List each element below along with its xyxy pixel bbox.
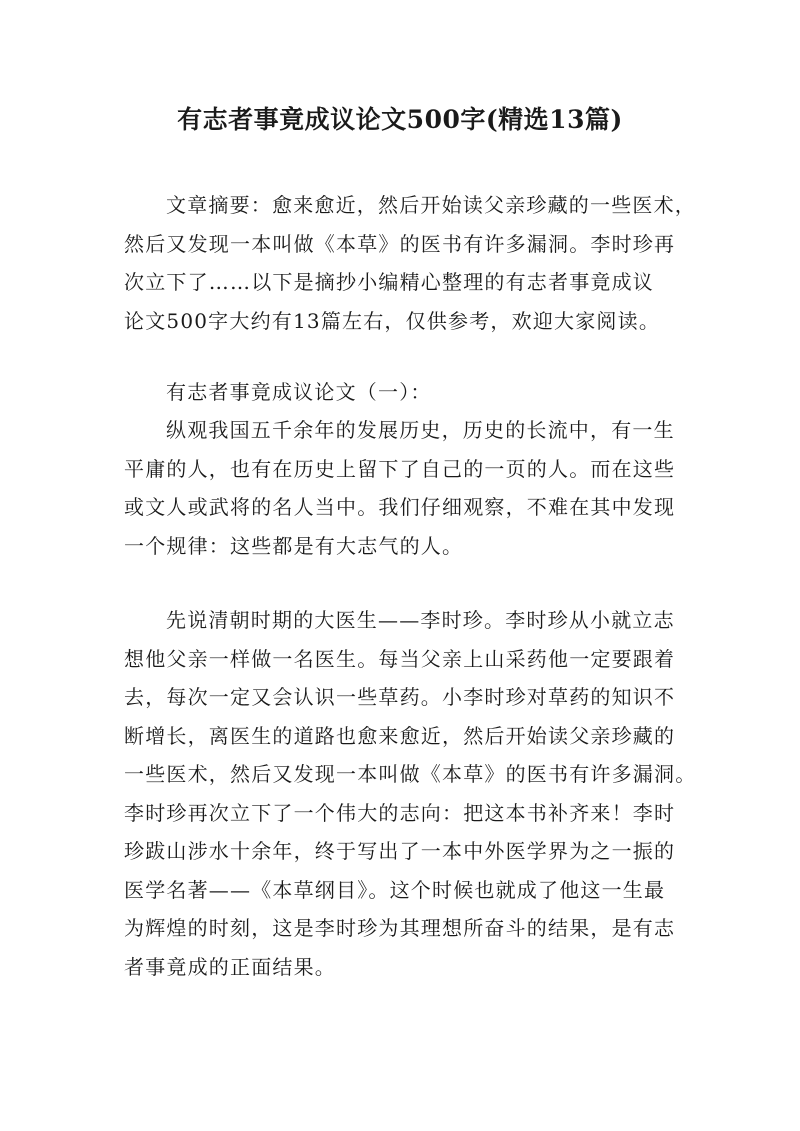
section-heading-block [124,373,680,412]
paragraph-line: 医学名著——《本草纲目》。这个时候也就成了他这一生最 [124,877,666,902]
paragraph-line: 断增长，离医生的道路也愈来愈近，然后开始读父亲珍藏的 [124,723,676,748]
paragraph-line: 或文人或武将的名人当中。我们仔细观察，不难在其中发现 [124,495,676,519]
paragraph-line: 平庸的人，也有在历史上留下了自己的一页的人。而在这些 [124,456,676,481]
abstract-paragraph [124,186,696,340]
section-heading: 有志者事竟成议论文（一）： [166,380,432,404]
abstract-line: 然后又发现一本叫做《本草》的医书有许多漏洞。李时珍再 [124,231,676,256]
paragraph-line: 者事竟成的正面结果。 [124,954,336,979]
paragraph-line: 李时珍再次立下了一个伟大的志向：把这本书补齐来！李时 [124,800,676,825]
body-paragraph-2 [124,601,697,986]
abstract-line: 次立下了……以下是摘抄小编精心整理的有志者事竟成议 [124,270,654,294]
paragraph-line: 纵观我国五千余年的发展历史，历史的长流中，有一生 [166,418,675,442]
paragraph-line: 一些医术，然后又发现一本叫做《本草》的医书有许多漏洞。 [124,762,697,786]
abstract-line: 文章摘要：愈来愈近，然后开始读父亲珍藏的一些医术， [166,193,696,217]
body-paragraph-1 [124,411,680,565]
paragraph-line: 想他父亲一样做一名医生。每当父亲上山采药他一定要跟着 [124,646,676,671]
abstract-line: 论文500字大约有13篇左右，仅供参考，欢迎大家阅读。 [124,308,661,333]
paragraph-line: 去，每次一定又会认识一些草药。小李时珍对草药的知识不 [124,685,676,709]
paragraph-line: 珍跋山涉水十余年，终于写出了一本中外医学界为之一振的 [124,839,676,863]
paragraph-line: 为辉煌的时刻，这是李时珍为其理想所奋斗的结果，是有志 [124,916,676,940]
paragraph-line: 一个规律：这些都是有大志气的人。 [124,533,464,558]
paragraph-line: 先说清朝时期的大医生——李时珍。李时珍从小就立志 [166,608,675,632]
page-title: 有志者事竟成议论文500字(精选13篇) [177,105,623,134]
